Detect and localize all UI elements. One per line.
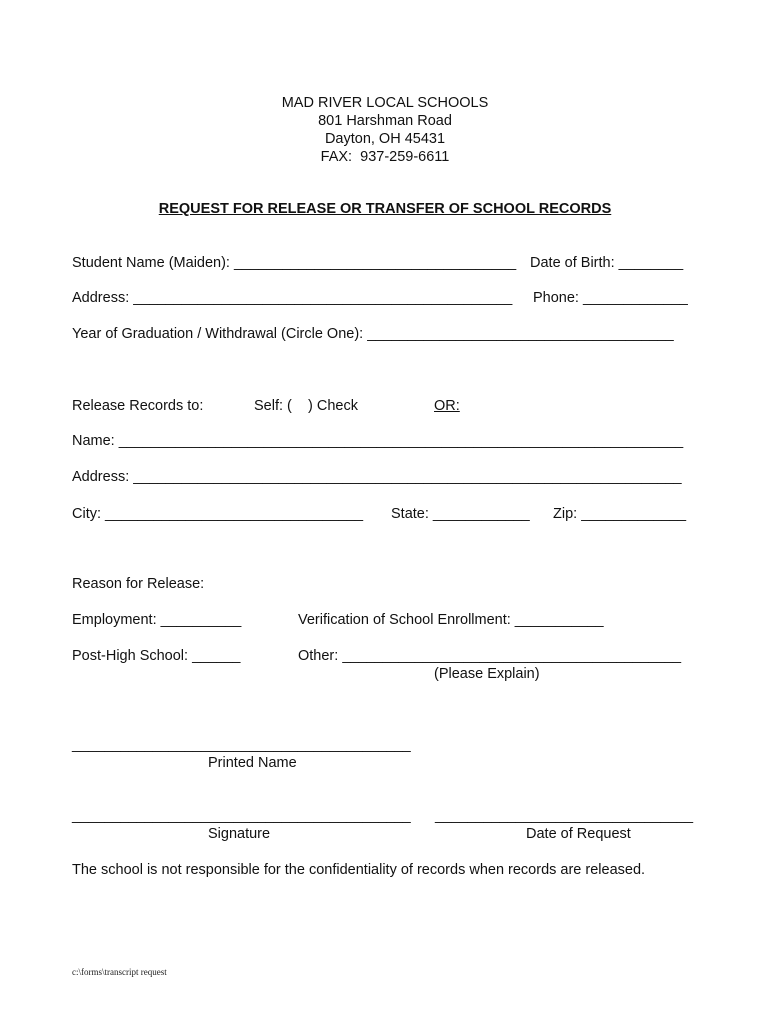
release-zip-field[interactable]: Zip: _____________: [553, 506, 687, 522]
printed-name-line[interactable]: __________________________________________: [72, 737, 411, 753]
post-high-school-field[interactable]: Post-High School: ______: [72, 648, 241, 664]
footer-path: c:\forms\transcript request: [72, 967, 167, 977]
signature-label: Signature: [208, 826, 271, 842]
please-explain-label: (Please Explain): [434, 666, 540, 682]
signature-line[interactable]: __________________________________________: [72, 808, 411, 824]
date-of-request-line[interactable]: ________________________________: [435, 808, 694, 824]
employment-field[interactable]: Employment: __________: [72, 612, 242, 628]
release-state-field[interactable]: State: ____________: [391, 506, 530, 522]
printed-name-label: Printed Name: [208, 755, 297, 771]
reason-label: Reason for Release:: [72, 576, 205, 592]
or-label: OR:: [434, 398, 460, 414]
self-check-field[interactable]: Self: ( ) Check: [254, 398, 358, 414]
phone-field[interactable]: Phone: _____________: [533, 290, 688, 306]
school-name: MAD RIVER LOCAL SCHOOLS: [281, 95, 489, 111]
school-fax: FAX: 937-259-6611: [320, 149, 450, 165]
date-of-request-label: Date of Request: [526, 826, 631, 842]
date-of-birth-field[interactable]: Date of Birth: ________: [530, 255, 684, 271]
form-title: REQUEST FOR RELEASE OR TRANSFER OF SCHOOL RECORDS: [158, 201, 612, 217]
other-field[interactable]: Other: __________________________________________: [298, 648, 682, 664]
release-name-field[interactable]: Name: ______________________________________________________________________: [72, 433, 684, 449]
graduation-field[interactable]: Year of Graduation / Withdrawal (Circle One): ______________________________________: [72, 326, 674, 342]
school-city-state: Dayton, OH 45431: [324, 131, 446, 147]
release-records-label: Release Records to:: [72, 398, 204, 414]
verification-field[interactable]: Verification of School Enrollment: ___________: [298, 612, 604, 628]
student-name-field[interactable]: Student Name (Maiden): ___________________________________: [72, 255, 517, 271]
disclaimer-text: The school is not responsible for the confidentiality of records when records are released.: [72, 862, 646, 878]
address-field[interactable]: Address: _______________________________________________: [72, 290, 513, 306]
release-address-field[interactable]: Address: ____________________________________________________________________: [72, 469, 682, 485]
release-city-field[interactable]: City: ________________________________: [72, 506, 364, 522]
school-street: 801 Harshman Road: [318, 113, 452, 129]
